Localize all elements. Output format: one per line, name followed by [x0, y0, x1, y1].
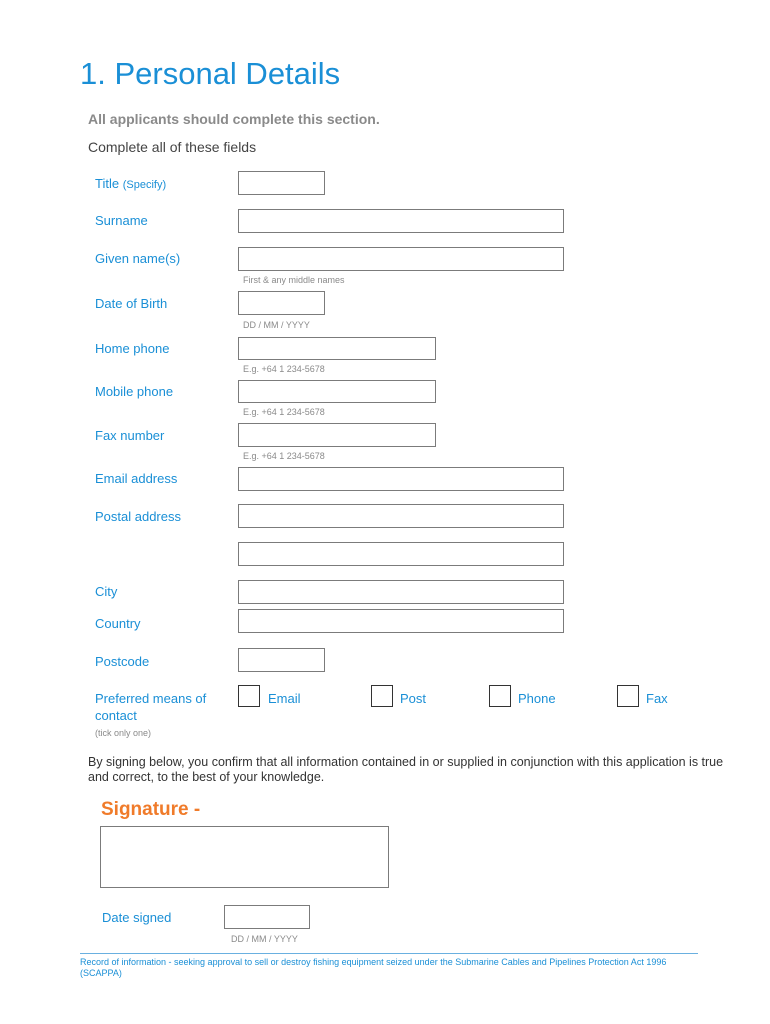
mobile-phone-input[interactable] [238, 380, 436, 403]
contact-fax-checkbox[interactable] [617, 685, 639, 707]
country-input[interactable] [238, 609, 564, 633]
fax-label: Fax number [95, 428, 165, 443]
contact-email-label: Email [268, 691, 301, 706]
country-label: Country [95, 616, 141, 631]
given-names-input[interactable] [238, 247, 564, 271]
signature-heading: Signature - [101, 799, 201, 820]
home-phone-hint: E.g. +64 1 234-5678 [243, 364, 325, 374]
home-phone-label: Home phone [95, 341, 170, 356]
mobile-phone-hint: E.g. +64 1 234-5678 [243, 407, 325, 417]
footer-divider [80, 953, 698, 954]
surname-input[interactable] [238, 209, 564, 233]
date-signed-input[interactable] [224, 905, 310, 929]
email-label: Email address [95, 471, 178, 486]
given-names-hint: First & any middle names [243, 275, 345, 285]
section-instruction: All applicants should complete this section. [88, 111, 380, 127]
given-names-label: Given name(s) [95, 251, 181, 266]
contact-phone-checkbox[interactable] [489, 685, 511, 707]
declaration-statement: By signing below, you confirm that all information contained in or supplied in conjunction with this application is true and correct, to the best of your knowledge. [88, 755, 724, 784]
postcode-input[interactable] [238, 648, 325, 672]
contact-email-checkbox[interactable] [238, 685, 260, 707]
date-signed-hint: DD / MM / YYYY [231, 934, 298, 944]
contact-post-label: Post [400, 691, 427, 706]
footer-text: Record of information - seeking approval to sell or destroy fishing equipment seized under the Submarine Cables and Pipelines Protection Act 1996 (SCAPPA) [80, 957, 667, 978]
title-input[interactable] [238, 171, 325, 195]
dob-hint: DD / MM / YYYY [243, 320, 310, 330]
contact-hint: (tick only one) [95, 728, 152, 738]
fields-instruction: Complete all of these fields [88, 139, 257, 155]
postal-address-label: Postal address [95, 509, 181, 524]
page-title: 1. Personal Details [80, 56, 341, 91]
contact-post-checkbox[interactable] [371, 685, 393, 707]
date-signed-label: Date signed [102, 910, 172, 925]
contact-label-line2: contact [95, 708, 137, 723]
title-label-text: Title [95, 176, 120, 191]
home-phone-input[interactable] [238, 337, 436, 360]
dob-label: Date of Birth [95, 296, 168, 311]
contact-phone-label: Phone [518, 691, 556, 706]
postal-address-line2-input[interactable] [238, 542, 564, 566]
city-label: City [95, 584, 118, 599]
dob-input[interactable] [238, 291, 325, 315]
mobile-phone-label: Mobile phone [95, 384, 174, 399]
contact-label-line1: Preferred means of [95, 691, 207, 706]
signature-box[interactable] [100, 826, 389, 888]
title-specify-text: (Specify) [122, 179, 167, 191]
title-label [95, 175, 166, 194]
email-input[interactable] [238, 467, 564, 491]
fax-hint: E.g. +64 1 234-5678 [243, 451, 325, 461]
postal-address-line1-input[interactable] [238, 504, 564, 528]
fax-input[interactable] [238, 423, 436, 447]
surname-label: Surname [95, 213, 148, 228]
city-input[interactable] [238, 580, 564, 604]
postcode-label: Postcode [95, 654, 150, 669]
contact-fax-label: Fax [646, 691, 668, 706]
